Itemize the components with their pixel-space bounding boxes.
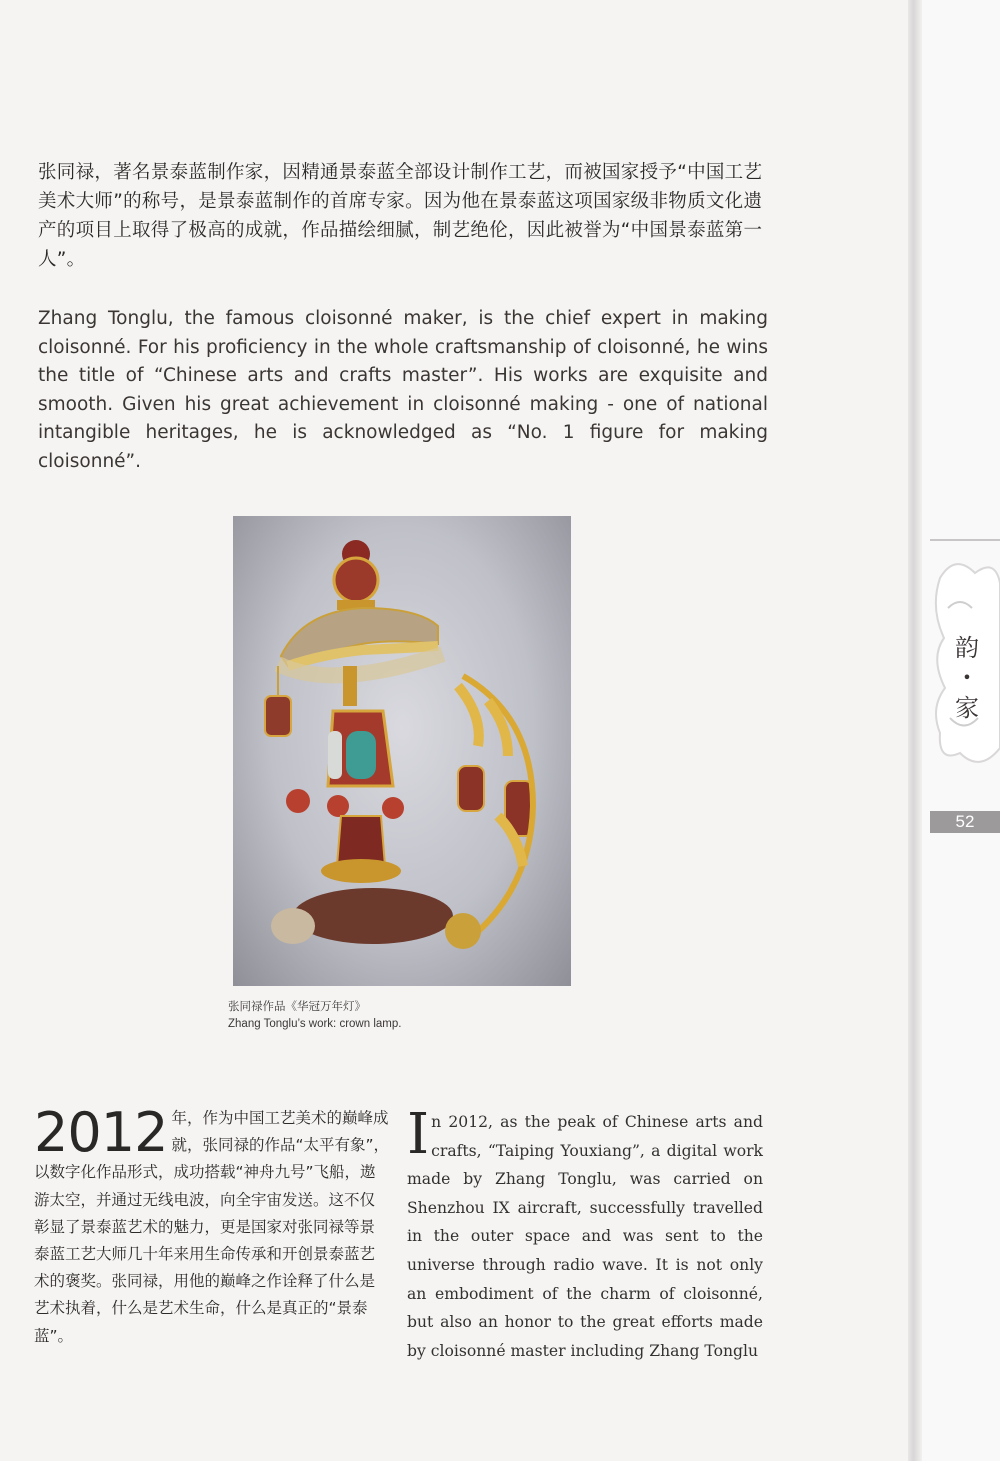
english-2012-column xyxy=(407,1102,763,1365)
crown-lamp-photo xyxy=(233,516,571,986)
caption-english: Zhang Tonglu’s work: crown lamp. xyxy=(228,1018,402,1030)
caption-chinese: 张同禄作品《华冠万年灯》 xyxy=(228,1001,366,1013)
section-title-char-1: 韵 xyxy=(955,634,979,662)
section-title-vertical xyxy=(952,630,982,726)
drop-cap-letter: I xyxy=(407,1102,430,1167)
page-number: 52 xyxy=(955,812,975,831)
chinese-intro-paragraph: 张同禄，著名景泰蓝制作家，因精通景泰蓝全部设计制作工艺，而被国家授予“中国工艺美术大师”的称号，是景泰蓝制作的首席专家。因为他在景泰蓝这项国家级非物质文化遗产的项目上取得了极高的成就，作品描绘细腻，制艺绝伦，因此被誉为“中国景泰蓝第一人”。 xyxy=(38,162,763,270)
english-intro-paragraph: Zhang Tonglu, the famous cloisonné maker, is the chief expert in making cloisonné. For his proficiency in the whole craftsmanship of cloisonné, he wins the title of “Chinese arts and crafts master”. His works are exquisite and smooth. Given his great achievement in cloisonné making - one of national intangible heritages, he is acknowledged as “No. 1 figure for making cloisonné”. xyxy=(38,308,768,472)
side-tab-rule xyxy=(930,539,1000,541)
section-title-dot: • xyxy=(962,668,972,687)
crown-lamp-illustration xyxy=(233,516,571,986)
photo-caption xyxy=(228,999,628,1033)
chinese-2012-text: 年，作为中国工艺美术的巅峰成就，张同禄的作品“太平有象”，以数字化作品形式，成功搭载“神舟九号”飞船，遨游太空，并通过无线电波，向全宇宙发送。这不仅彰显了景泰蓝艺术的魅力，更是国家对张同禄等景泰蓝工艺大师几十年来用生命传承和开创景泰蓝艺术的褒奖。张同禄，用他的巅峰之作诠释了什么是艺术执着，什么是艺术生命，什么是真正的“景泰蓝”。 xyxy=(34,1109,389,1345)
english-2012-text: n 2012, as the peak of Chinese arts and crafts, “Taiping Youxiang”, a digital work made by Zhang Tonglu, was carried on Shenzhou IX aircraft, successfully travelled in the outer space and was sent to the universe through radio wave. It is not only an embodiment of the charm of cloisonné, but also an honor to the great efforts made by cloisonné master including Zhang Tonglu xyxy=(407,1113,763,1360)
section-title-char-2: 家 xyxy=(955,694,979,722)
year-drop-number: 2012 xyxy=(34,1101,168,1164)
page-edge xyxy=(908,0,922,1461)
chinese-2012-column xyxy=(34,1101,389,1350)
